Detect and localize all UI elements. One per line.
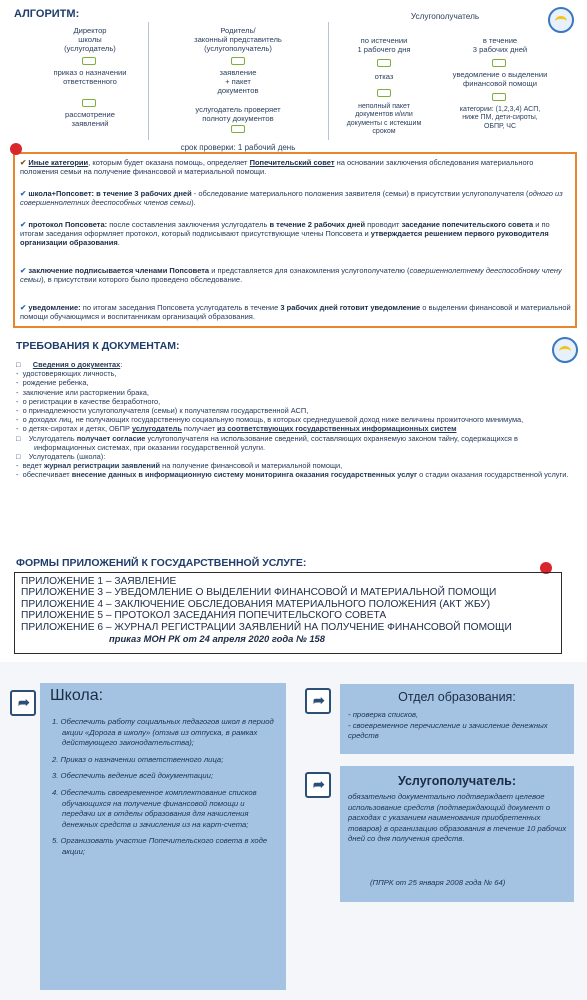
item-text: и по итогам заседания оформляет протокол, который подписывают присутствующие члены Попсовета и	[20, 220, 550, 239]
down-arrow-icon	[377, 59, 391, 67]
item-bold: в течение 2 рабочих дней	[269, 220, 366, 229]
share-arrow-icon: ➦	[305, 772, 331, 798]
doc-text: получает	[181, 424, 218, 434]
emblem-icon	[548, 7, 574, 33]
recipient-panel	[340, 766, 574, 902]
commission-intro: ✔ Иные категории, которым будет оказана помощь, определяет Попечительский совет на основании заключения обследования материального положения семьи на получение финансовой и материальной помощи.	[20, 158, 534, 177]
consent-bold: получает согласие	[76, 433, 146, 443]
column-divider	[328, 22, 329, 140]
doc-text: о детях-сиротах и детях, ОБПР	[22, 424, 132, 434]
down-arrow-icon	[492, 93, 506, 101]
doc-text: о принадлежности услугополучателя (семьи) к получателям государственной АСП,	[22, 406, 309, 416]
doc-text: удостоверяющих личность,	[22, 369, 117, 379]
column-divider	[148, 22, 149, 140]
provider-bold: внесение данных в информационную систему мониторинга оказания государственных услуг	[71, 470, 418, 480]
school-item: 1. Обеспечить работу социальных педагогов школ в период акции «Дорога в школу» (отзыв из отпуска, в рамках действующего законодательства);	[52, 717, 274, 748]
form-line: ПРИЛОЖЕНИЕ 6 – ЖУРНАЛ РЕГИСТРАЦИИ ЗАЯВЛЕНИЙ НА ПОЛУЧЕНИЕ ФИНАНСОВОЙ ПОМОЩИ	[21, 621, 512, 633]
forms-title: ФОРМЫ ПРИЛОЖЕНИЙ К ГОСУДАРСТВЕННОЙ УСЛУГЕ:	[16, 557, 307, 569]
order-reference: приказ МОН РК от 24 апреля 2020 года № 158	[109, 633, 325, 645]
form-line: ПРИЛОЖЕНИЕ 1 – ЗАЯВЛЕНИЕ	[21, 576, 177, 587]
pin-icon	[10, 143, 22, 155]
share-arrow-icon: ➦	[10, 690, 36, 716]
school-item: 5. Организовать участие Попечительского совета в ходе акции;	[52, 836, 268, 856]
parent-role: Родитель/ законный представитель (услугополучатель)	[194, 26, 282, 53]
parent-step-application: заявление + пакет документов	[217, 68, 259, 95]
consent-text: услугополучателя на использование сведений, составляющих охраняемую законом тайну, содержащихся в информационных системах, при оказании государственной услуги.	[34, 433, 518, 452]
item-bold: 3 рабочих дней готовит уведомление	[280, 303, 421, 312]
share-arrow-icon: ➦	[305, 688, 331, 714]
down-arrow-icon	[82, 99, 96, 107]
school-panel	[40, 683, 286, 990]
doc-text: о доходах лиц, не получающих государственную социальную помощь, в которых среднедушевой доход ниже величины прожиточного минимума,	[22, 415, 524, 425]
doc-text: рождение ребенка,	[22, 378, 89, 388]
doc-item: - удостоверяющих личность,	[16, 369, 117, 379]
item-head: протокол Попсовета:	[28, 220, 108, 229]
gov-systems-text: из соответствующих государственных информационных систем	[217, 424, 457, 434]
item-bold: утверждается решением первого руководителя организации образования	[20, 229, 549, 248]
recipient-role: Услугополучатель	[410, 12, 480, 21]
item-italic: совершеннолетнему дееспособному члену семьи	[20, 266, 562, 285]
form-line: ПРИЛОЖЕНИЕ 5 – ПРОТОКОЛ ЗАСЕДАНИЯ ПОПЕЧИТЕЛЬСКОГО СОВЕТА	[21, 610, 387, 622]
incomplete-docs-label: неполный пакет документов и/или документы с истекшим сроком	[346, 103, 422, 136]
item-italic: одного из совершеннолетних дееспособных членов семьи	[20, 189, 563, 208]
commission-item: ✔ школа+Попсовет: в течение 3 рабочих дней - обследование материального положения заявителя (семьи) в присутствии услугополучателя (одного из совершеннолетних дееспособных членов семьи).	[20, 189, 563, 208]
item-text: о выделении финансовой и материальной помощи обучающимся и воспитанникам организаций образования.	[20, 303, 571, 322]
director-step-review: рассмотрение заявлений	[65, 110, 115, 128]
item-text: проводит	[365, 220, 402, 229]
trustee-council-label: Попечительский совет	[249, 158, 335, 167]
down-arrow-icon	[231, 125, 245, 133]
commission-item: ✔ уведомление: по итогам заседания Попсовета услугодатель в течение 3 рабочих дней готовит уведомление о выделении финансовой и материальной помощи обучающимся и воспитанникам организаций образования.	[20, 303, 571, 322]
commission-item: ✔ протокол Попсовета: после составления заключения услугодатель в течение 2 рабочих дней проводит заседание попечительского совета и по итогам заседания оформляет протокол, который подписывают присутствующие члены Попсовета и утверждается решением первого руководителя организации образования.	[20, 220, 550, 248]
consent-text: Услугодатель	[28, 433, 77, 443]
item-text: ).	[191, 198, 196, 208]
refusal-label: отказ	[374, 72, 394, 81]
requirements-body	[16, 360, 576, 480]
algorithm-title: АЛГОРИТМ:	[14, 8, 80, 20]
item-text: ), в присутствии которого было проведено обследование.	[41, 275, 243, 285]
info-heading-row: □ Сведения о документах:	[16, 360, 123, 369]
other-categories-label: Иные категории	[28, 158, 89, 167]
provider-item: - обеспечивает внесение данных в информационную систему мониторинга оказания государственных услуг о стадии оказания государственной услуги.	[16, 470, 569, 480]
form-line: ПРИЛОЖЕНИЕ 4 – ЗАКЛЮЧЕНИЕ ОБСЛЕДОВАНИЯ МАТЕРИАЛЬНОГО ПОЛОЖЕНИЯ (АКТ ЖБУ)	[21, 598, 491, 610]
down-arrow-icon	[377, 89, 391, 97]
doc-item: - о детях-сиротах и детях, ОБПР услугодатель получает из соответствующих государственных информационных систем	[16, 424, 457, 434]
requirements-title: ТРЕБОВАНИЯ К ДОКУМЕНТАМ:	[16, 340, 180, 352]
item-text: после составления заключения услугодатель	[107, 220, 270, 229]
provider-text: о стадии оказания государственной услуги.	[417, 470, 569, 480]
item-text: по итогам заседания Попсовета услугодатель в течение	[80, 303, 281, 312]
item-head: заключение подписывается членами Попсовета	[28, 266, 210, 275]
check-deadline: срок проверки: 1 рабочий день	[180, 143, 296, 152]
provider-word: услугодатель	[131, 424, 182, 434]
doc-item: - рождение ребенка,	[16, 378, 89, 388]
school-item: 4. Обеспечить своевременное комплектование списков обучающихся на получение финансовой помощи и передачи их в отделы образования для начисления денежных средств и зачисления из на карт-счета;	[52, 787, 257, 829]
form-line: ПРИЛОЖЕНИЕ 3 – УВЕДОМЛЕНИЕ О ВЫДЕЛЕНИИ ФИНАНСОВОЙ И МАТЕРИАЛЬНОЙ ПОМОЩИ	[21, 587, 497, 599]
provider-heading: Услугодатель (школа):	[28, 452, 106, 462]
item-bold: в течение 3 рабочих дней	[94, 189, 192, 198]
within-three-days-label: в течение 3 рабочих дней	[472, 36, 528, 54]
edu-dept-list	[348, 710, 568, 742]
recipient-ref: (ППРК от 25 января 2008 года № 64)	[370, 878, 506, 887]
school-item: 2. Приказ о назначении ответственного лица;	[52, 754, 224, 764]
doc-item: - о принадлежности услугополучателя (семьи) к получателям государственной АСП,	[16, 406, 309, 416]
doc-item: - о доходах лиц, не получающих государственную социальную помощь, в которых среднедушевой доход ниже величины прожиточного минимума,	[16, 415, 524, 425]
item-text: и представляется для ознакомления услугополучателю (	[209, 266, 410, 275]
commission-item: ✔ заключение подписывается членами Попсовета и представляется для ознакомления услугополучателю (совершеннолетнему дееспособному члену семьи), в присутствии которого было проведено обследование.	[20, 266, 562, 285]
notice-label: уведомление о выделении финансовой помощи	[452, 70, 548, 88]
down-arrow-icon	[82, 57, 96, 65]
doc-text: о регистрации в качестве безработного,	[22, 396, 161, 406]
doc-item: - о регистрации в качестве безработного,	[16, 396, 161, 406]
doc-item: - заключение или расторжении брака,	[16, 387, 149, 397]
director-role: Директор школы (услугодатель)	[64, 26, 116, 53]
director-step-order: приказ о назначении ответственного	[53, 68, 127, 86]
provider-text: на получение финансовой и материальной помощи,	[160, 461, 343, 471]
intro-rest: на основании заключения обследования материального положения семьи на получение финансовой и материальной помощи.	[20, 158, 534, 177]
edu-dept-item: - проверка списков,	[348, 710, 419, 719]
item-text: - обследование материального положения заявителя (семьи) в присутствии услугополучателя (	[191, 189, 529, 198]
recipient-title: Услугополучатель:	[397, 774, 517, 788]
categories-label: категории: (1,2,3,4) АСП, ниже ПМ, дети-сироты, ОБПР, ЧС	[459, 106, 541, 130]
item-bold: заседание попечительского совета	[401, 220, 534, 229]
provider-item: - ведет журнал регистрации заявлений на получение финансовой и материальной помощи,	[16, 461, 343, 471]
item-head: уведомление:	[28, 303, 81, 312]
edu-dept-panel	[340, 684, 574, 754]
item-head: школа+Попсовет:	[28, 189, 95, 198]
after-one-day-label: по истечении 1 рабочего дня	[357, 36, 411, 54]
consent-row: □ Услугодатель получает согласие услугополучателя на использование сведений, составляющих охраняемую законом тайну, содержащихся в информационных системах, при оказании государственной услуги.	[16, 433, 518, 452]
provider-bold: журнал регистрации заявлений	[43, 461, 161, 471]
forms-box	[14, 572, 562, 654]
item-text: .	[117, 238, 120, 248]
doc-text: заключение или расторжении брака,	[22, 387, 149, 397]
parent-step-check: услугодатель проверяет полноту документов	[195, 105, 281, 123]
down-arrow-icon	[492, 59, 506, 67]
intro-text: , которым будет оказана помощь, определяет	[88, 158, 250, 167]
info-heading: Сведения о документах	[32, 360, 121, 369]
school-item: 3. Обеспечить ведение всей документации;	[52, 771, 214, 781]
recipient-text: обязательно документально подтверждает целевое использование средств (подтверждающий документ о расходах с указанием наименования приобретенных товаров) в организацию образования в течение 10 рабочих дней со дня получения средств.	[348, 792, 567, 844]
down-arrow-icon	[231, 57, 245, 65]
provider-head-row: □ Услугодатель (школа):	[16, 452, 106, 462]
school-list	[52, 717, 278, 858]
provider-text: ведет	[22, 461, 44, 471]
edu-dept-item: - своевременное перечисление и зачисление денежных средств	[348, 720, 548, 741]
edu-dept-title: Отдел образования:	[398, 690, 516, 704]
provider-text: обеспечивает	[22, 470, 72, 480]
school-title: Школа:	[50, 687, 104, 704]
